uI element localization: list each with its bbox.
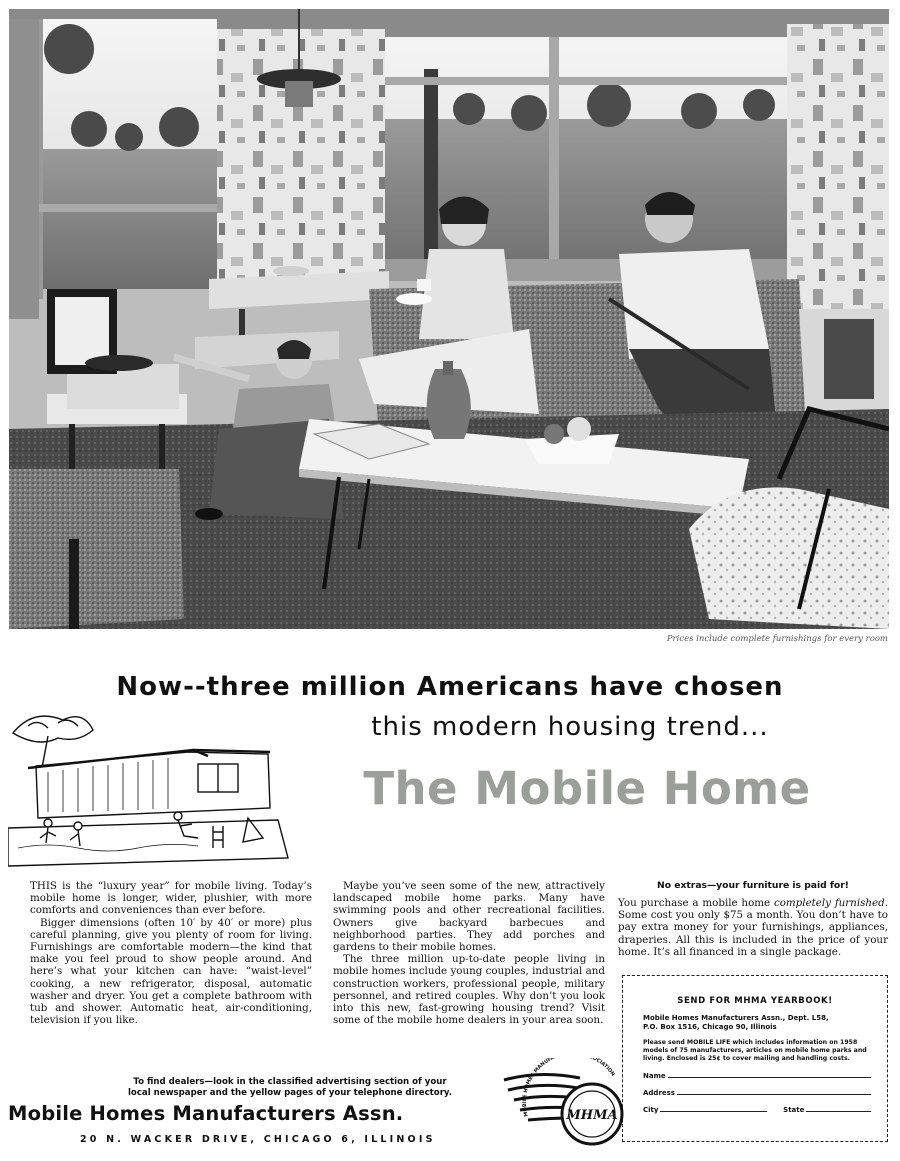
name-field[interactable] [643,1063,887,1080]
body-column-3 [618,880,888,958]
furnished-paragraph [618,897,888,958]
body-paragraph: The three million up-to-date people living in mobile homes include young couples, industrial and construction workers, professional people, military personnel, and retired couples. Why don’t you look into this new, fast-growing housing trend? Visit some of the mobile home dealers in your area soon. [333,953,605,1027]
coupon-title: SEND FOR MHMA YEARBOOK! [677,996,833,1006]
city-line[interactable] [660,1110,767,1112]
yearbook-coupon [622,975,888,1142]
state-line[interactable] [806,1110,871,1112]
state-field[interactable] [783,1097,887,1114]
body-paragraph: Bigger dimensions (often 10′ by 40′ or more) plus careful planning, give you plenty of room for living. Furnishings are comfortable modern—the kind that make you feel proud to show people around. And here’s what your kitchen can have: “waist-level” cooking, a new refrigerator, disposal, automatic washer and dryer. You get a complete bathroom with tub and shower. Automatic heat, air-conditioning, television if you like. [30,916,312,1027]
state-label: State [783,1106,805,1114]
coupon-address [643,1014,887,1032]
dealers-line-2: local newspaper and the yellow pages of your telephone directory. [127,1088,453,1098]
headline-line-2: this modern housing trend... [371,712,769,742]
headline-title: The Mobile Home [363,762,811,815]
coupon-address-line-2: P.O. Box 1516, Chicago 90, Illinois [643,1023,777,1031]
body-column-1 [30,880,312,1026]
name-label: Name [643,1072,666,1080]
furnished-text-end: Some cost you only $75 a month. You don’t have to pay extra money for your furnishings, appliances, draperies. All this is included in the price of your home. It’s all financed in a single package. [618,909,888,958]
furnished-text-start: You purchase a mobile home [618,897,774,909]
city-field[interactable] [643,1097,783,1114]
dealers-note [80,1077,500,1099]
association-name: Mobile Homes Manufacturers Assn. [8,1102,404,1125]
living-room-photo [9,9,889,629]
dealers-line-1: To find dealers—look in the classified advertising section of your [133,1077,447,1087]
photo-caption: Prices include complete furnishings for every room [666,634,888,644]
association-address: 20 N. WACKER DRIVE, CHICAGO 6, ILLINOIS [80,1134,436,1145]
address-line[interactable] [677,1093,871,1095]
coupon-address-line-1: Mobile Homes Manufacturers Assn., Dept. L58, [643,1014,829,1022]
headline-line-1: Now--three million Americans have chosen [116,672,784,702]
logo-ring-text: MOBILE HOMES MANUFA OCIATION [521,1058,616,1118]
mhma-logo [500,1058,630,1148]
address-label: Address [643,1089,675,1097]
mobile-home-sketch [8,708,290,868]
city-label: City [643,1106,659,1114]
body-paragraph: THIS is the “luxury year” for mobile living. Today’s mobile home is longer, wider, plushier, with more comforts and conveniences than ever before. [30,880,312,917]
coupon-info: Please send MOBILE LIFE which includes information on 1958 models of 75 manufacturers, articles on mobile home parks and living. Enclosed is 25¢ to cover mailing and handling costs. [643,1039,867,1062]
no-extras-heading: No extras—your furniture is paid for! [657,880,849,891]
name-line[interactable] [668,1076,871,1078]
address-field[interactable] [643,1080,887,1097]
logo-letters: MHMA [566,1108,618,1123]
furnished-emphasis: completely furnished. [773,897,888,909]
body-paragraph: Maybe you’ve seen some of the new, attractively landscaped mobile home parks. Many have swimming pools and other recreational facilities. Owners give backyard barbecues and neighborhood parties. They add porches and gardens to their mobile homes. [333,880,605,954]
body-column-2 [333,880,605,1026]
city-state-row [623,1097,887,1114]
